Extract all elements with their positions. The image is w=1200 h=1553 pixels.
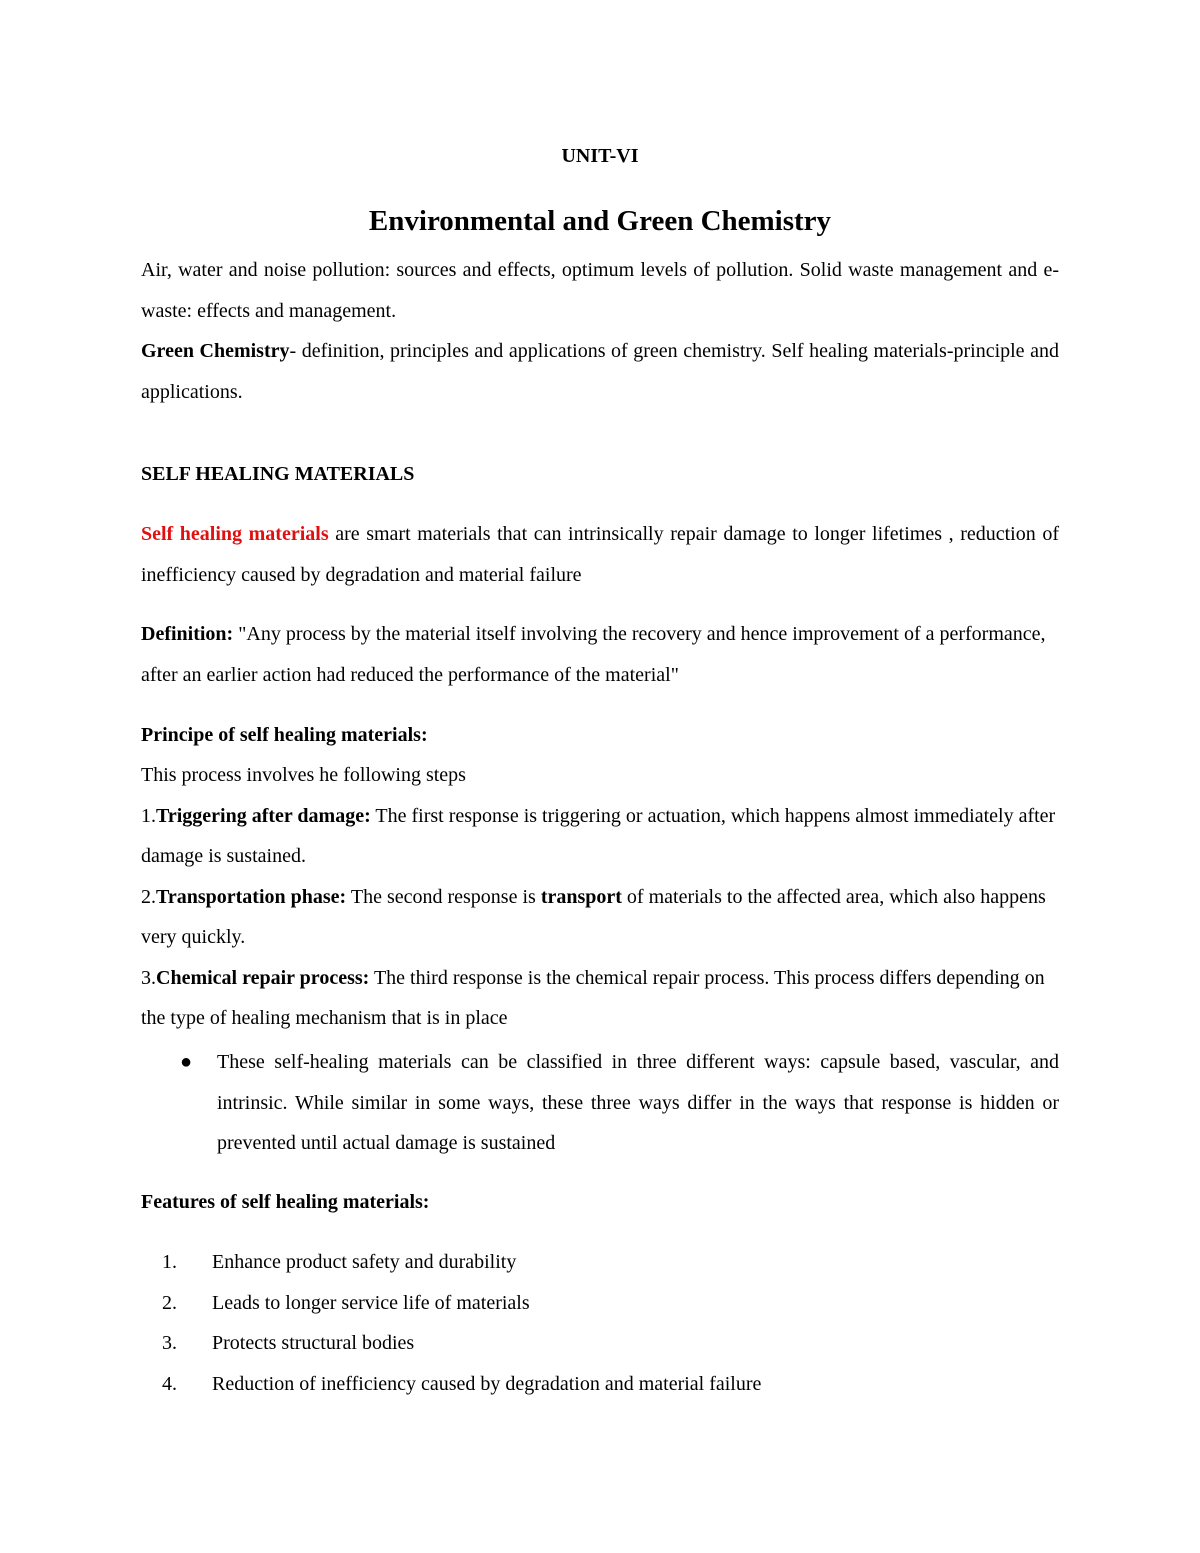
definition-label: Definition: (141, 623, 234, 645)
step-2-number: 2. (141, 885, 156, 908)
principle-heading: Principe of self healing materials: (141, 724, 428, 746)
unit-title: UNIT-VI (561, 145, 639, 167)
list-item-text: Reduction of inefficiency caused by degradation and material failure (212, 1372, 762, 1395)
step-3 (141, 958, 1059, 1039)
features-list (141, 1242, 761, 1404)
step-1 (141, 796, 1059, 877)
step-2-text-b: of materials to the affected area, which also happens very quickly. (141, 885, 1046, 948)
syllabus-paragraph: Air, water and noise pollution: sources and effects, optimum levels of pollution. Solid waste management and e-waste: effects and management. (141, 259, 1059, 322)
self-healing-intro-text: are smart materials that can intrinsically repair damage to longer lifetimes , reduction of inefficiency caused by degradation and material failure (141, 523, 1059, 586)
bullet-text: These self-healing materials can be classified in three different ways: capsule based, vascular, and intrinsic. While similar in some ways, these three ways differ in the ways that response is hidden or prevented until actual damage is sustained (217, 1051, 1059, 1154)
step-1-text: The first response is triggering or actuation, which happens almost immediately after damage is sustained. (141, 804, 1056, 867)
step-2-label: Transportation phase: (156, 885, 347, 908)
list-item (141, 1242, 761, 1283)
features-heading: Features of self healing materials: (141, 1191, 430, 1213)
definition-text: "Any process by the material itself involving the recovery and hence improvement of a performance, after an earlier action had reduced the performance of the material" (141, 623, 1046, 686)
list-item (141, 1283, 761, 1324)
steps-block (141, 755, 1059, 1039)
step-2-text-a: The second response is (346, 885, 541, 908)
step-3-label: Chemical repair process: (156, 966, 370, 989)
definition-paragraph (141, 614, 1059, 695)
list-item (141, 1323, 761, 1364)
list-item-text: Enhance product safety and durability (212, 1251, 517, 1273)
bullet-dot-icon: ● (180, 1051, 193, 1073)
list-item-text: Leads to longer service life of materials (212, 1291, 530, 1314)
step-3-text: The third response is the chemical repair process. This process differs depending on the type of healing mechanism that is in place (141, 966, 1045, 1029)
step-1-number: 1. (141, 804, 156, 827)
steps-intro: This process involves he following steps (141, 764, 466, 786)
green-chemistry-paragraph (141, 331, 1059, 412)
step-2-bold-term: transport (540, 885, 622, 908)
green-chemistry-label: Green Chemistry (141, 340, 290, 362)
list-item-number: 2. (162, 1291, 177, 1314)
list-item-number: 1. (162, 1251, 177, 1273)
list-item-number: 4. (162, 1372, 177, 1395)
list-item-text: Protects structural bodies (212, 1332, 415, 1354)
self-healing-intro (141, 514, 1059, 595)
list-item-number: 3. (162, 1332, 177, 1354)
step-2 (141, 877, 1059, 958)
list-item (141, 1364, 761, 1405)
step-3-number: 3. (141, 966, 156, 989)
step-1-label: Triggering after damage: (156, 804, 371, 827)
classification-bullet (180, 1042, 1059, 1164)
green-chemistry-text: - definition, principles and applications of green chemistry. Self healing materials-principle and applications. (141, 340, 1059, 403)
self-healing-term: Self healing materials (141, 523, 329, 545)
page-title: Environmental and Green Chemistry (368, 205, 832, 237)
self-healing-heading: SELF HEALING MATERIALS (141, 463, 415, 485)
